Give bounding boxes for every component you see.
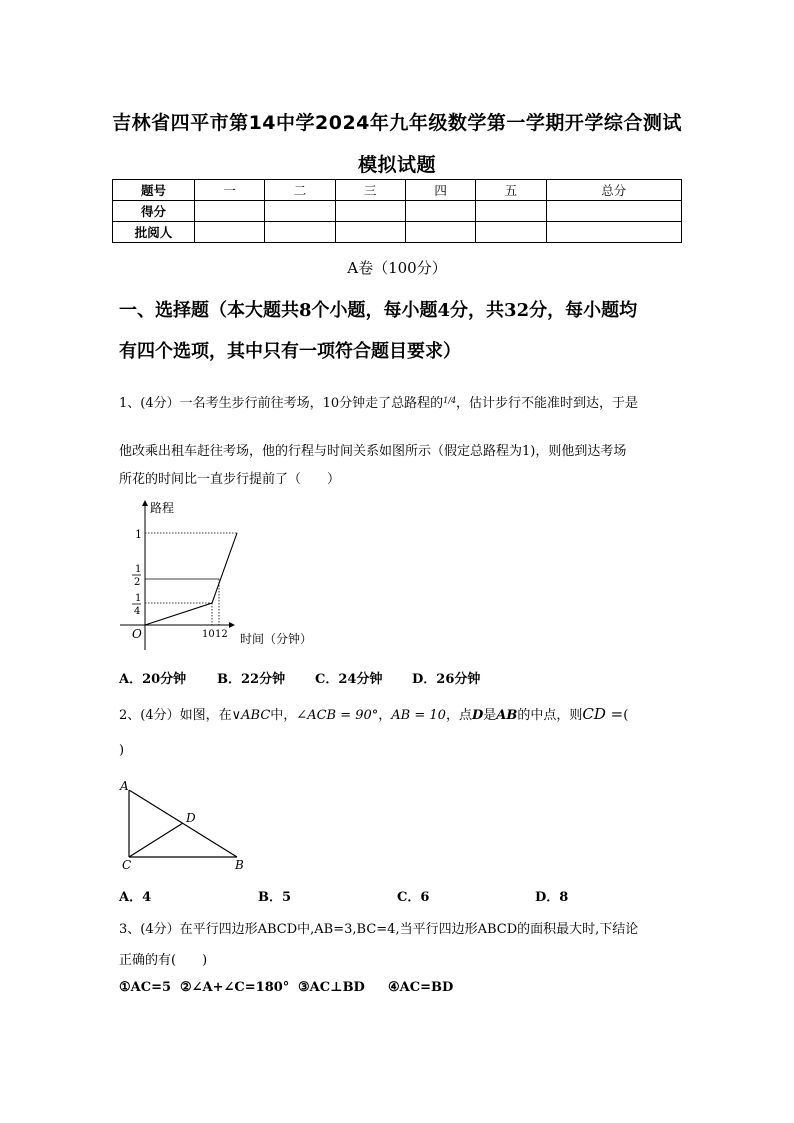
vertex-label-a: A <box>120 779 129 793</box>
q2-option-a: A．4 <box>119 890 152 905</box>
q2-option-b: B．5 <box>258 890 292 905</box>
score-table-row <box>113 201 682 222</box>
table-cell: 二 <box>265 180 335 201</box>
vertex-label-c: C <box>122 858 132 872</box>
exam-title-line2: 模拟试题 <box>357 154 436 176</box>
table-cell <box>335 222 405 243</box>
q3-line2: 正确的有( ) <box>119 953 208 968</box>
x-tick-label: 10 <box>202 629 215 640</box>
vertex-label-d: D <box>186 811 196 825</box>
x-tick-label: 12 <box>215 629 228 640</box>
q2-option-d: D．8 <box>535 890 569 905</box>
distance-time-graph <box>110 495 330 655</box>
table-cell <box>195 201 265 222</box>
q2-cd: CD = <box>582 705 624 723</box>
table-cell <box>265 222 335 243</box>
table-cell <box>546 222 681 243</box>
origin-label: O <box>132 627 142 641</box>
q1-option-d: D．26分钟 <box>412 672 481 687</box>
q2-triangle: ∨ABC <box>231 708 271 723</box>
y-tick-label: 4 <box>134 606 141 617</box>
q1-fraction: 1/4 <box>443 396 457 405</box>
table-cell: 四 <box>405 180 475 201</box>
table-cell: 五 <box>476 180 546 201</box>
volume-label: A卷（100分） <box>347 259 447 277</box>
q3-statement-1: ①AC=5 <box>119 980 172 995</box>
table-cell <box>405 222 475 243</box>
triangle-figure <box>110 775 260 875</box>
score-table-row <box>113 222 682 243</box>
score-table <box>112 179 682 243</box>
table-cell: 三 <box>335 180 405 201</box>
q3-statement-2: ②∠A+∠C=180° <box>180 980 290 995</box>
q1-option-b: B．22分钟 <box>217 672 286 687</box>
vertex-label-b: B <box>235 858 244 872</box>
q3-line1: 3、(4分）在平行四边形ABCD中,AB=3,BC=4,当平行四边形ABCD的面积最大时,下结论 <box>119 922 639 937</box>
q2-text: 中， <box>270 708 297 723</box>
q2-text: 的中点，则 <box>517 708 583 723</box>
q1-option-a: A．20分钟 <box>119 672 187 687</box>
q2-text: 2、(4分）如图，在 <box>119 708 232 723</box>
q2-line1 <box>119 704 628 723</box>
table-cell <box>265 201 335 222</box>
q1-text-b: ，估计步行不能准时到达，于是 <box>456 396 639 411</box>
table-cell <box>405 201 475 222</box>
q2-angle: ∠ACB = 90° <box>296 708 379 723</box>
q2-segment-ab: AB <box>496 708 518 723</box>
table-cell: 总分 <box>546 180 681 201</box>
y-tick-label: 1 <box>135 564 142 575</box>
table-cell <box>476 201 546 222</box>
table-cell: 题号 <box>113 180 195 201</box>
section-heading-line1: 一、选择题（本大题共8个小题，每小题4分，共32分，每小题均 <box>119 300 638 321</box>
q1-text-a: 1、(4分）一名考生步行前往考场，10分钟走了总路程的 <box>119 396 444 411</box>
exam-title-line1: 吉林省四平市第14中学2024年九年级数学第一学期开学综合测试 <box>112 112 682 134</box>
q1-line3: 所花的时间比一直步行提前了（ ） <box>119 472 341 487</box>
q2-ab-length: AB = 10 <box>391 708 446 723</box>
q1-line1 <box>119 392 638 411</box>
q2-point-d: D <box>471 708 484 723</box>
table-cell: 得分 <box>113 201 195 222</box>
q2-text: ， <box>378 708 392 723</box>
table-cell <box>546 201 681 222</box>
y-axis-label: 路程 <box>150 501 175 515</box>
y-tick-label: 2 <box>134 577 141 588</box>
q2-text: 是 <box>483 708 497 723</box>
y-tick-label: 1 <box>135 593 142 604</box>
table-cell <box>335 201 405 222</box>
q2-text: ，点 <box>445 708 472 723</box>
table-cell: 一 <box>195 180 265 201</box>
q3-statement-4: ④AC=BD <box>388 980 454 995</box>
x-axis-label: 时间（分钟） <box>240 632 313 646</box>
table-cell: 批阅人 <box>113 222 195 243</box>
q1-line2: 他改乘出租车赶往考场，他的行程与时间关系如图所示（假定总路程为1)，则他到达考场 <box>119 444 627 459</box>
median-cd <box>129 823 183 857</box>
score-table-header-row <box>113 180 682 201</box>
q3-statement-3: ③AC⊥BD <box>298 980 365 995</box>
table-cell <box>195 222 265 243</box>
y-tick-label: 1 <box>135 528 142 541</box>
section-heading-line2: 有四个选项，其中只有一项符合题目要求） <box>119 341 461 362</box>
q2-option-c: C．6 <box>397 890 430 905</box>
q2-line2: ) <box>119 743 125 758</box>
table-cell <box>476 222 546 243</box>
q2-text: ( <box>623 708 629 723</box>
q1-option-c: C．24分钟 <box>315 672 383 687</box>
